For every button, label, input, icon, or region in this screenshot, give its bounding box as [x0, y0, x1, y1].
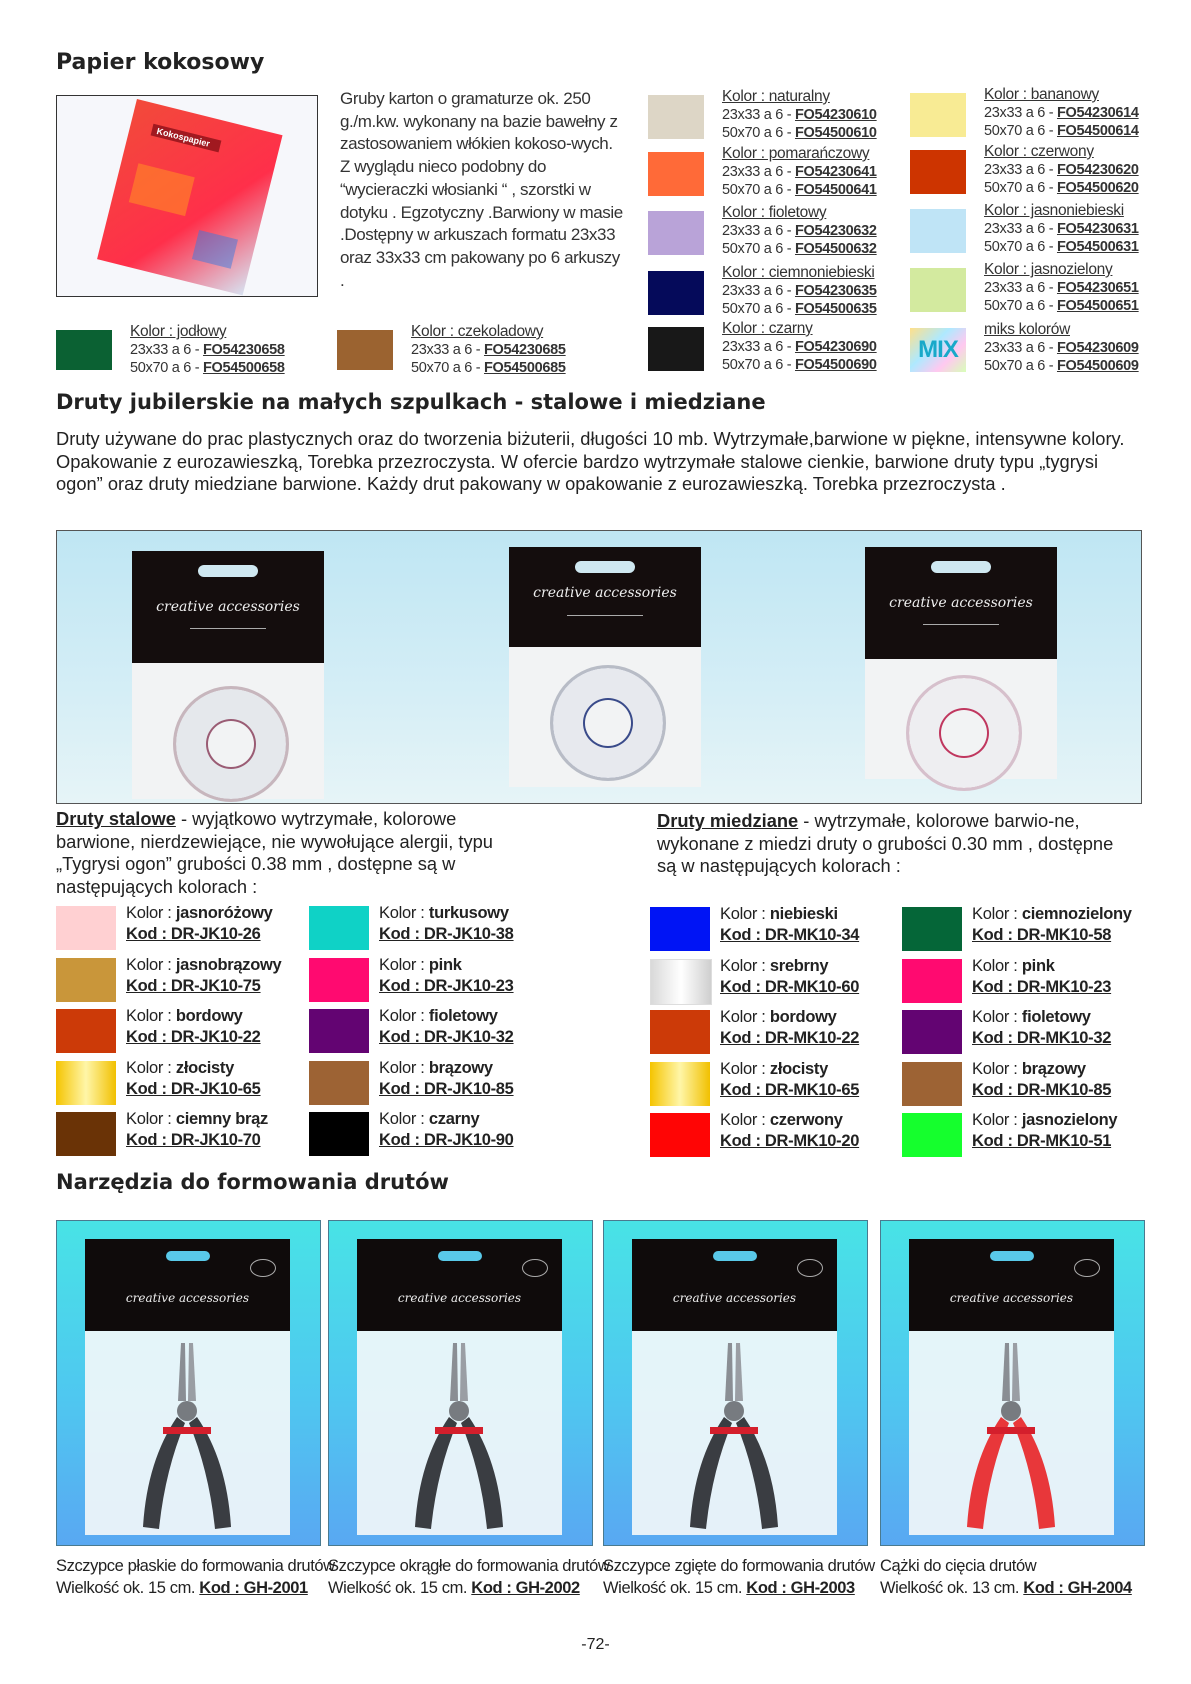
tool-package: [85, 1239, 290, 1535]
swatch-code: FO54230685: [483, 342, 566, 358]
color-swatch: [910, 268, 966, 312]
swatch-size-row: [722, 163, 877, 181]
copper-wire-title: Druty miedziane: [657, 810, 799, 831]
wire-color-label: [379, 1058, 514, 1100]
swatch-code: FO54500620: [1056, 180, 1139, 196]
color-swatch: [648, 211, 704, 255]
swatch-color-name: Kolor : czerwony: [984, 143, 1094, 160]
swatch-size-row: [411, 341, 566, 359]
swatch-size-row: [722, 222, 877, 240]
tool-name: Szczypce płaskie do formowania drutów: [56, 1557, 335, 1575]
tool-code: Kod : GH-2004: [1023, 1579, 1132, 1597]
tool-photo: [56, 1220, 321, 1546]
color-name: brązowy: [428, 1058, 493, 1077]
pliers-icon: [85, 1331, 290, 1535]
color-name: pink: [1021, 956, 1055, 975]
swatch-code: FO54500658: [202, 360, 285, 376]
swatch-size-row: [984, 161, 1139, 179]
color-swatch: [648, 95, 704, 139]
tool-package: [632, 1239, 837, 1535]
tool-package: [357, 1239, 562, 1535]
swatch-label: [984, 202, 1139, 256]
swatch-code: FO54230641: [794, 164, 877, 180]
tool-size: Wielkość ok. 13 cm.: [880, 1579, 1024, 1597]
color-name: złocisty: [769, 1059, 828, 1078]
swatch-size: 50x70 a 6 -: [722, 125, 792, 141]
wire-color-swatch: [902, 1113, 962, 1157]
swatch-color-name: Kolor : bananowy: [984, 86, 1099, 103]
product-code: Kod : DR-MK10-20: [720, 1132, 860, 1150]
tool-size: Wielkość ok. 15 cm.: [603, 1579, 747, 1597]
product-code: Kod : DR-JK10-85: [379, 1079, 514, 1098]
wire-color-swatch: [650, 1113, 710, 1157]
swatch-size-row: [722, 356, 877, 374]
wire-color-swatch: [309, 1061, 369, 1105]
swatch-size: 50x70 a 6 -: [984, 180, 1054, 196]
swatch-color-name: Kolor : naturalny: [722, 88, 830, 105]
swatch-label: [722, 204, 877, 258]
product-code: Kod : DR-JK10-26: [126, 925, 261, 943]
hang-hole-icon: [198, 565, 258, 577]
swatch-code: FO54230658: [202, 342, 285, 358]
wire-color-label: [379, 903, 514, 945]
package-brand: creative accessories: [156, 599, 300, 615]
tool-size-row: [328, 1577, 609, 1599]
hang-hole-icon: [990, 1251, 1034, 1261]
steel-wire-text: - wyjątkowo wytrzymałe, kolorowe barwione, nierdzewiejące, nie wywołujące alergii, typu „Tygrysi ogon” grubości 0.38 mm , dostępne są w następujących kolorach :: [56, 808, 493, 897]
swatch-code: FO54500614: [1056, 123, 1139, 139]
color-name: fioletowy: [428, 1007, 498, 1025]
color-label-prefix: Kolor :: [379, 1110, 429, 1128]
swatch-size-row: [722, 338, 877, 356]
swatch-size: 50x70 a 6 -: [722, 357, 792, 373]
swatch-label: [984, 321, 1139, 375]
tool-code: Kod : GH-2003: [746, 1579, 855, 1597]
wire-color-swatch: [309, 906, 369, 950]
color-name: fioletowy: [1021, 1008, 1091, 1026]
product-code: Kod : DR-JK10-70: [126, 1131, 261, 1149]
swatch-code: FO54230651: [1056, 280, 1139, 296]
swatch-code: FO54230635: [794, 283, 877, 299]
product-code: Kod : DR-MK10-23: [972, 977, 1112, 996]
hang-hole-icon: [166, 1251, 210, 1261]
color-label-prefix: Kolor :: [126, 1007, 176, 1025]
copper-wire-text: - wytrzymałe, kolorowe barwio-ne, wykonane z miedzi druty o grubości 0.30 mm , dostępne są w następujących kolorach :: [657, 810, 1114, 876]
package-header: [85, 1239, 290, 1331]
swatch-size-row: [984, 179, 1139, 197]
color-label-prefix: Kolor :: [972, 1111, 1022, 1129]
ornament-divider: [567, 615, 644, 616]
color-label-prefix: Kolor :: [720, 905, 770, 923]
wire-color-label: [972, 904, 1132, 946]
swatch-code: FO54230632: [794, 223, 877, 239]
wire-color-label: [972, 1110, 1117, 1152]
wire-color-swatch: [650, 959, 712, 1005]
swatch-code: FO54230614: [1056, 105, 1139, 121]
package-brand: creative accessories: [533, 585, 677, 601]
swatch-label: [984, 261, 1139, 315]
brand-logo-icon: [1074, 1259, 1100, 1277]
package-brand: creative accessories: [949, 1291, 1074, 1305]
product-code: Kod : DR-JK10-38: [379, 925, 514, 943]
pliers-icon: [357, 1331, 562, 1535]
swatch-size-row: [722, 124, 877, 142]
tool-caption: [880, 1555, 1132, 1599]
swatch-size-row: [984, 279, 1139, 297]
color-swatch: [910, 328, 966, 372]
swatch-size: 50x70 a 6 -: [411, 360, 481, 376]
color-label-prefix: Kolor :: [126, 1058, 176, 1077]
product-code: Kod : DR-JK10-65: [126, 1079, 261, 1098]
swatch-code: FO54500610: [794, 125, 877, 141]
swatch-size-row: [984, 357, 1139, 375]
color-swatch: [56, 330, 112, 370]
product-code: Kod : DR-MK10-32: [972, 1029, 1112, 1047]
product-code: Kod : DR-JK10-75: [126, 976, 261, 995]
product-code: Kod : DR-MK10-34: [720, 926, 860, 944]
wire-color-swatch: [902, 1062, 962, 1106]
color-name: turkusowy: [428, 904, 509, 922]
color-label-prefix: Kolor :: [379, 955, 429, 974]
wires-intro: Druty używane do prac plastycznych oraz do tworzenia biżuterii, długości 10 mb. Wytrzymałe,barwione w piękne, intensywne kolory. Opakowanie z eurozawieszką, Torebka przezroczysta. W ofercie bardzo wytrzymałe stalowe cienkie, barwione druty typu „tygrysi ogon” oraz druty miedziane barwione. Każdy drut pakowany w opakowanie z eurozawieszką. Torebka przezroczysta .: [56, 428, 1125, 494]
wire-color-swatch: [309, 1112, 369, 1156]
swatch-color-name: Kolor : jasnoniebieski: [984, 202, 1124, 219]
wire-color-label: [379, 1109, 514, 1151]
tool-package: [909, 1239, 1114, 1535]
color-label-prefix: Kolor :: [972, 1059, 1022, 1078]
tool-caption: [328, 1555, 609, 1599]
swatch-size: 23x33 a 6 -: [411, 342, 481, 358]
swatch-size: 23x33 a 6 -: [722, 107, 792, 123]
color-name: złocisty: [175, 1058, 234, 1077]
color-label-prefix: Kolor :: [126, 955, 176, 974]
color-name: jasnoróżowy: [175, 904, 273, 922]
hang-hole-icon: [713, 1251, 757, 1261]
package-brand: creative accessories: [889, 595, 1033, 611]
swatch-code: FO54500651: [1056, 298, 1139, 314]
ornament-divider: [190, 628, 267, 629]
package-brand: creative accessories: [125, 1291, 250, 1305]
product-code: Kod : DR-JK10-32: [379, 1028, 514, 1046]
brand-logo-icon: [522, 1259, 548, 1277]
swatch-size: 50x70 a 6 -: [984, 123, 1054, 139]
wire-color-label: [126, 1058, 261, 1100]
swatch-code: FO54230690: [794, 339, 877, 355]
swatch-size: 50x70 a 6 -: [984, 298, 1054, 314]
color-label-prefix: Kolor :: [379, 1007, 429, 1025]
wire-color-swatch: [902, 907, 962, 951]
wire-color-label: [972, 956, 1111, 998]
wire-color-swatch: [902, 1010, 962, 1054]
swatch-label: [722, 88, 877, 142]
color-name: czarny: [428, 1110, 480, 1128]
color-swatch: [910, 209, 966, 253]
swatch-color-name: Kolor : pomarańczowy: [722, 145, 870, 162]
color-swatch: [648, 327, 704, 371]
wire-color-label: [972, 1059, 1111, 1101]
color-name: brązowy: [1021, 1059, 1086, 1078]
wire-color-label: [379, 1006, 514, 1048]
wire-color-label: [720, 956, 859, 998]
color-swatch: [910, 93, 966, 137]
swatch-size-row: [984, 220, 1139, 238]
swatch-code: FO54500609: [1056, 358, 1139, 374]
wire-color-swatch: [902, 959, 962, 1003]
swatch-color-name: miks kolorów: [984, 321, 1070, 338]
swatch-size: 23x33 a 6 -: [984, 105, 1054, 121]
swatch-size: 23x33 a 6 -: [130, 342, 200, 358]
tool-code: Kod : GH-2001: [199, 1579, 308, 1597]
product-code: Kod : DR-MK10-22: [720, 1029, 860, 1047]
hang-hole-icon: [931, 561, 991, 573]
package-brand: creative accessories: [397, 1291, 522, 1305]
wire-color-swatch: [56, 958, 116, 1002]
color-label-prefix: Kolor :: [972, 905, 1022, 923]
swatch-size: 50x70 a 6 -: [722, 301, 792, 317]
wire-color-swatch: [309, 958, 369, 1002]
wire-color-label: [720, 904, 859, 946]
swatch-code: FO54500635: [794, 301, 877, 317]
swatch-code: FO54500690: [794, 357, 877, 373]
swatch-size-row: [722, 106, 877, 124]
coconut-package-label: Kokospapier: [155, 125, 211, 149]
wire-color-swatch: [56, 1009, 116, 1053]
color-name: czerwony: [769, 1111, 843, 1129]
swatch-color-name: Kolor : ciemnoniebieski: [722, 264, 875, 281]
package-header: [632, 1239, 837, 1331]
swatch-code: FO54230609: [1056, 340, 1139, 356]
tool-code: Kod : GH-2002: [471, 1579, 580, 1597]
swatch-size: 50x70 a 6 -: [722, 182, 792, 198]
tool-caption: [603, 1555, 875, 1599]
package-header: [357, 1239, 562, 1331]
color-name: srebrny: [769, 956, 829, 975]
swatch-size: 50x70 a 6 -: [722, 241, 792, 257]
swatch-size: 50x70 a 6 -: [984, 358, 1054, 374]
swatch-label: [984, 86, 1139, 140]
steel-wire-title: Druty stalowe: [56, 808, 176, 829]
color-label-prefix: Kolor :: [126, 904, 176, 922]
mix-badge: MIX: [918, 336, 958, 363]
swatch-size: 23x33 a 6 -: [722, 339, 792, 355]
copper-wire-description: [657, 810, 1127, 878]
swatch-code: FO54230620: [1056, 162, 1139, 178]
color-name: bordowy: [175, 1007, 243, 1025]
swatch-size: 50x70 a 6 -: [984, 239, 1054, 255]
color-label-prefix: Kolor :: [379, 904, 429, 922]
product-code: Kod : DR-MK10-60: [720, 977, 860, 996]
tool-size-row: [603, 1577, 875, 1599]
package-brand: creative accessories: [672, 1291, 797, 1305]
color-label-prefix: Kolor :: [379, 1058, 429, 1077]
swatch-size: 23x33 a 6 -: [984, 162, 1054, 178]
coconut-description: Gruby karton o gramaturze ok. 250 g./m.kw. wykonany na bazie bawełny z zastosowaniem włókien kokoso-wych. Z wyglądu nieco podobny do “wycieraczki włosianki “ , szorstki w dotyku . Egzotyczny .Barwiony w masie .Dostępny w arkuszach formatu 23x33 oraz 33x33 cm pakowany po 6 arkuszy .: [340, 89, 623, 290]
swatch-label: [722, 264, 877, 318]
swatch-color-name: Kolor : jodłowy: [130, 323, 227, 340]
product-code: Kod : DR-MK10-58: [972, 926, 1112, 944]
swatch-code: FO54500632: [794, 241, 877, 257]
swatch-size-row: [984, 339, 1139, 357]
wire-color-label: [720, 1007, 859, 1049]
color-label-prefix: Kolor :: [972, 1008, 1022, 1026]
hang-hole-icon: [575, 561, 635, 573]
product-code: Kod : DR-MK10-85: [972, 1080, 1112, 1099]
wire-color-label: [126, 955, 281, 997]
swatch-label: [722, 320, 877, 374]
color-name: pink: [428, 955, 462, 974]
wire-color-label: [972, 1007, 1111, 1049]
coconut-title: Papier kokosowy: [56, 50, 265, 75]
coconut-paper-package-image: [57, 96, 317, 296]
tool-name: Szczypce zgięte do formowania drutów: [603, 1557, 875, 1575]
wire-packages-photo: [56, 530, 1142, 804]
swatch-size-row: [130, 341, 285, 359]
tool-caption: [56, 1555, 335, 1599]
product-code: Kod : DR-JK10-90: [379, 1131, 514, 1149]
swatch-code: FO54500641: [794, 182, 877, 198]
wire-color-swatch: [309, 1009, 369, 1053]
wire-package-3: [865, 547, 1057, 779]
coconut-paper-photo: [56, 95, 318, 297]
swatch-size: 23x33 a 6 -: [984, 221, 1054, 237]
swatch-color-name: Kolor : czarny: [722, 320, 813, 337]
wire-color-swatch: [650, 1010, 710, 1054]
tool-photo: [603, 1220, 868, 1546]
wire-color-label: [720, 1059, 859, 1101]
color-name: niebieski: [769, 905, 838, 923]
wire-color-swatch: [56, 1061, 116, 1105]
swatch-size: 23x33 a 6 -: [722, 164, 792, 180]
page-number: -72-: [581, 1636, 610, 1653]
swatch-code: FO54230631: [1056, 221, 1139, 237]
tool-size: Wielkość ok. 15 cm.: [56, 1579, 200, 1597]
color-swatch: [648, 271, 704, 315]
swatch-color-name: Kolor : czekoladowy: [411, 323, 544, 340]
color-swatch: [648, 152, 704, 196]
product-code: Kod : DR-JK10-23: [379, 976, 514, 995]
wire-color-swatch: [56, 906, 116, 950]
swatch-label: [984, 143, 1139, 197]
color-label-prefix: Kolor :: [720, 1059, 770, 1078]
swatch-code: FO54500631: [1056, 239, 1139, 255]
product-code: Kod : DR-MK10-51: [972, 1132, 1112, 1150]
hang-hole-icon: [438, 1251, 482, 1261]
color-label-prefix: Kolor :: [720, 1008, 770, 1026]
pliers-icon: [909, 1331, 1114, 1535]
swatch-label: [411, 323, 566, 377]
ornament-divider: [923, 624, 1000, 625]
wire-color-label: [379, 955, 514, 997]
wire-spool-icon: [173, 686, 289, 802]
product-code: Kod : DR-MK10-65: [720, 1080, 860, 1099]
product-code: Kod : DR-JK10-22: [126, 1028, 261, 1046]
wire-color-label: [720, 1110, 859, 1152]
package-header: [909, 1239, 1114, 1331]
tool-size: Wielkość ok. 15 cm.: [328, 1579, 472, 1597]
tool-name: Szczypce okrągłe do formowania drutów: [328, 1557, 610, 1575]
swatch-size-row: [722, 240, 877, 258]
swatch-code: FO54500685: [483, 360, 566, 376]
color-name: ciemny brąz: [175, 1110, 268, 1128]
tool-size-row: [880, 1577, 1132, 1599]
wire-color-swatch: [56, 1112, 116, 1156]
tool-photo: [880, 1220, 1145, 1546]
wire-color-label: [126, 1109, 268, 1151]
swatch-color-name: Kolor : fioletowy: [722, 204, 827, 221]
swatch-size: 23x33 a 6 -: [722, 283, 792, 299]
swatch-size-row: [984, 297, 1139, 315]
brand-logo-icon: [250, 1259, 276, 1277]
wires-title: Druty jubilerskie na małych szpulkach - stalowe i miedziane: [56, 390, 766, 414]
wire-package-1: [132, 551, 324, 799]
color-label-prefix: Kolor :: [126, 1110, 176, 1128]
swatch-size-row: [130, 359, 285, 377]
wire-color-label: [126, 1006, 261, 1048]
color-swatch: [337, 330, 393, 370]
color-name: jasnozielony: [1021, 1111, 1118, 1129]
swatch-color-name: Kolor : jasnozielony: [984, 261, 1113, 278]
swatch-size-row: [722, 181, 877, 199]
tools-title: Narzędzia do formowania drutów: [56, 1170, 449, 1194]
swatch-size-row: [984, 104, 1139, 122]
color-name: ciemnozielony: [1021, 905, 1132, 923]
swatch-label: [130, 323, 285, 377]
swatch-size: 23x33 a 6 -: [984, 340, 1054, 356]
swatch-size-row: [722, 282, 877, 300]
pliers-icon: [632, 1331, 837, 1535]
wire-color-swatch: [650, 907, 710, 951]
tool-name: Cążki do cięcia drutów: [880, 1557, 1037, 1575]
color-swatch: [910, 150, 966, 194]
swatch-size-row: [722, 300, 877, 318]
swatch-code: FO54230610: [794, 107, 877, 123]
tool-size-row: [56, 1577, 335, 1599]
brand-logo-icon: [797, 1259, 823, 1277]
color-name: bordowy: [769, 1008, 837, 1026]
steel-wire-description: [56, 808, 506, 898]
tool-photo: [328, 1220, 593, 1546]
color-name: jasnobrązowy: [175, 955, 282, 974]
swatch-size-row: [984, 122, 1139, 140]
swatch-label: [722, 145, 877, 199]
color-label-prefix: Kolor :: [972, 956, 1022, 975]
wire-spool-icon: [906, 675, 1022, 791]
swatch-size-row: [411, 359, 566, 377]
wire-package-2: [509, 547, 701, 787]
wire-color-label: [126, 903, 273, 945]
wire-spool-icon: [550, 665, 666, 781]
swatch-size: 23x33 a 6 -: [722, 223, 792, 239]
color-label-prefix: Kolor :: [720, 1111, 770, 1129]
swatch-size: 50x70 a 6 -: [130, 360, 200, 376]
swatch-size: 23x33 a 6 -: [984, 280, 1054, 296]
color-label-prefix: Kolor :: [720, 956, 770, 975]
wire-color-swatch: [650, 1062, 710, 1106]
swatch-size-row: [984, 238, 1139, 256]
